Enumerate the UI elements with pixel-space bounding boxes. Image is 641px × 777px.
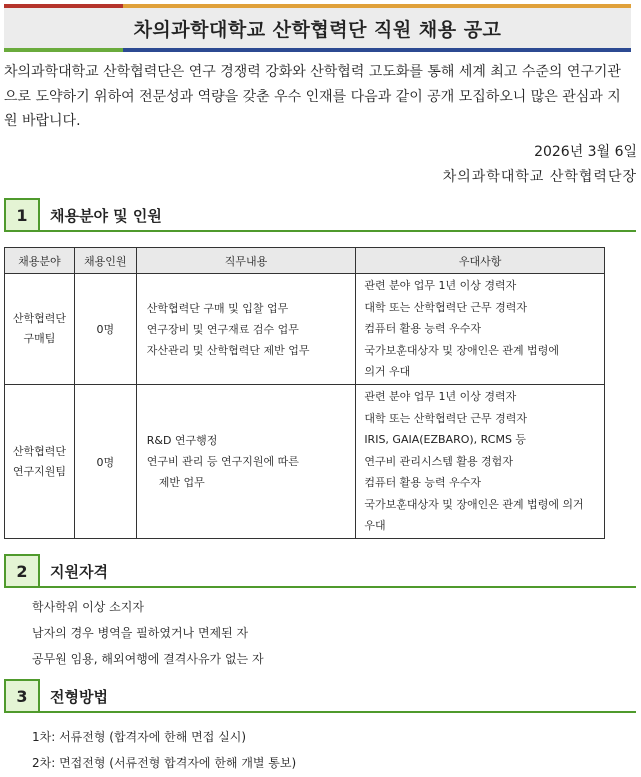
field-cell xyxy=(5,385,75,539)
list-item: 공무원 임용, 해외여행에 결격사유가 없는 자 xyxy=(32,652,264,666)
section-title: 지원자격 xyxy=(50,563,108,581)
preference-line: 관련 분야 업무 1년 이상 경력자 xyxy=(364,279,517,293)
intro-paragraph: 차의과학대학교 산학협력단은 연구 경쟁력 강화와 산학협력 고도화를 통해 세계 최고 수준의 연구기관으로 도약하기 위하여 전문성과 역량을 갖춘 우수 인재를 다음과 같이 공개 모집하오니 많은 관심과 지원 바랍니다. xyxy=(4,64,621,129)
preferences-cell xyxy=(356,274,605,385)
field-line: 구매팀 xyxy=(23,332,56,345)
preference-line: 우대 xyxy=(364,519,386,533)
preference-line: 관련 분야 업무 1년 이상 경력자 xyxy=(364,390,517,404)
field-line: 산학협력단 xyxy=(12,444,66,458)
section-title: 채용분야 및 인원 xyxy=(50,207,162,225)
column-header: 우대사항 xyxy=(356,248,605,274)
preference-line: 국가보훈대상자 및 장애인은 관계 법령에 xyxy=(364,343,559,357)
jobs-table xyxy=(4,247,605,539)
table-row xyxy=(5,274,605,385)
preference-line: 대학 또는 산학협력단 근무 경력자 xyxy=(364,300,528,314)
process-list xyxy=(32,724,296,776)
title-banner xyxy=(4,4,631,52)
duty-line: R&D 연구행정 xyxy=(146,434,218,447)
field-line: 산학협력단 xyxy=(12,312,66,325)
duties-cell xyxy=(136,274,356,385)
title-box xyxy=(4,8,631,48)
section-underline xyxy=(40,230,636,232)
preference-line: 컴퓨터 활용 능력 우수자 xyxy=(364,476,482,490)
duty-line: 제반 업무 xyxy=(158,476,205,489)
section-3-header xyxy=(4,679,636,715)
preference-line: 대학 또는 산학협력단 근무 경력자 xyxy=(364,411,528,425)
title-bottom-bar xyxy=(4,48,631,52)
list-item: 학사학위 이상 소지자 xyxy=(32,600,144,614)
list-item: 2차: 면접전형 (서류전형 합격자에 한해 개별 통보) xyxy=(32,756,297,770)
duty-line: 자산관리 및 산학협력단 제반 업무 xyxy=(146,343,310,357)
column-header: 채용인원 xyxy=(74,248,136,274)
section-number: 1 xyxy=(4,198,40,232)
count-cell: 0명 xyxy=(74,385,136,539)
table-header-row xyxy=(5,248,605,274)
preference-line: 연구비 관리시스템 활용 경험자 xyxy=(364,454,513,468)
count-cell: 0명 xyxy=(74,274,136,385)
preference-line: IRIS, GAIA(EZBARO), RCMS 등 xyxy=(364,433,527,447)
announcement-date: 2026년 3월 6일 xyxy=(534,144,637,160)
preference-line: 컴퓨터 활용 능력 우수자 xyxy=(364,322,482,336)
section-underline xyxy=(40,586,636,588)
section-2-header xyxy=(4,554,636,590)
section-title: 전형방법 xyxy=(50,688,108,706)
section-number: 2 xyxy=(4,554,40,588)
preference-line: 의거 우대 xyxy=(364,365,411,379)
section-underline xyxy=(40,711,636,713)
field-cell xyxy=(5,274,75,385)
table-row xyxy=(5,385,605,539)
issuer: 차의과학대학교 산학협력단장 xyxy=(442,169,637,185)
preference-line: 국가보훈대상자 및 장애인은 관계 법령에 의거 xyxy=(364,497,584,511)
page-title: 차의과학대학교 산학협력단 직원 채용 공고 xyxy=(133,18,502,41)
list-item: 남자의 경우 병역을 필하였거나 면제된 자 xyxy=(32,626,249,640)
column-header: 직무내용 xyxy=(136,248,356,274)
field-line: 연구지원팀 xyxy=(12,464,66,478)
section-1-header xyxy=(4,198,636,234)
duty-line: 연구비 관리 등 연구지원에 따른 xyxy=(146,455,299,468)
column-header: 채용분야 xyxy=(5,248,75,274)
list-item: 1차: 서류전형 (합격자에 한해 면접 실시) xyxy=(32,730,246,744)
preferences-cell xyxy=(356,385,605,539)
duty-line: 연구장비 및 연구재료 검수 업무 xyxy=(146,322,299,336)
section-number: 3 xyxy=(4,679,40,713)
duties-cell xyxy=(136,385,356,539)
qualifications-list xyxy=(32,594,264,672)
duty-line: 산학협력단 구매 및 입찰 업무 xyxy=(146,301,289,315)
